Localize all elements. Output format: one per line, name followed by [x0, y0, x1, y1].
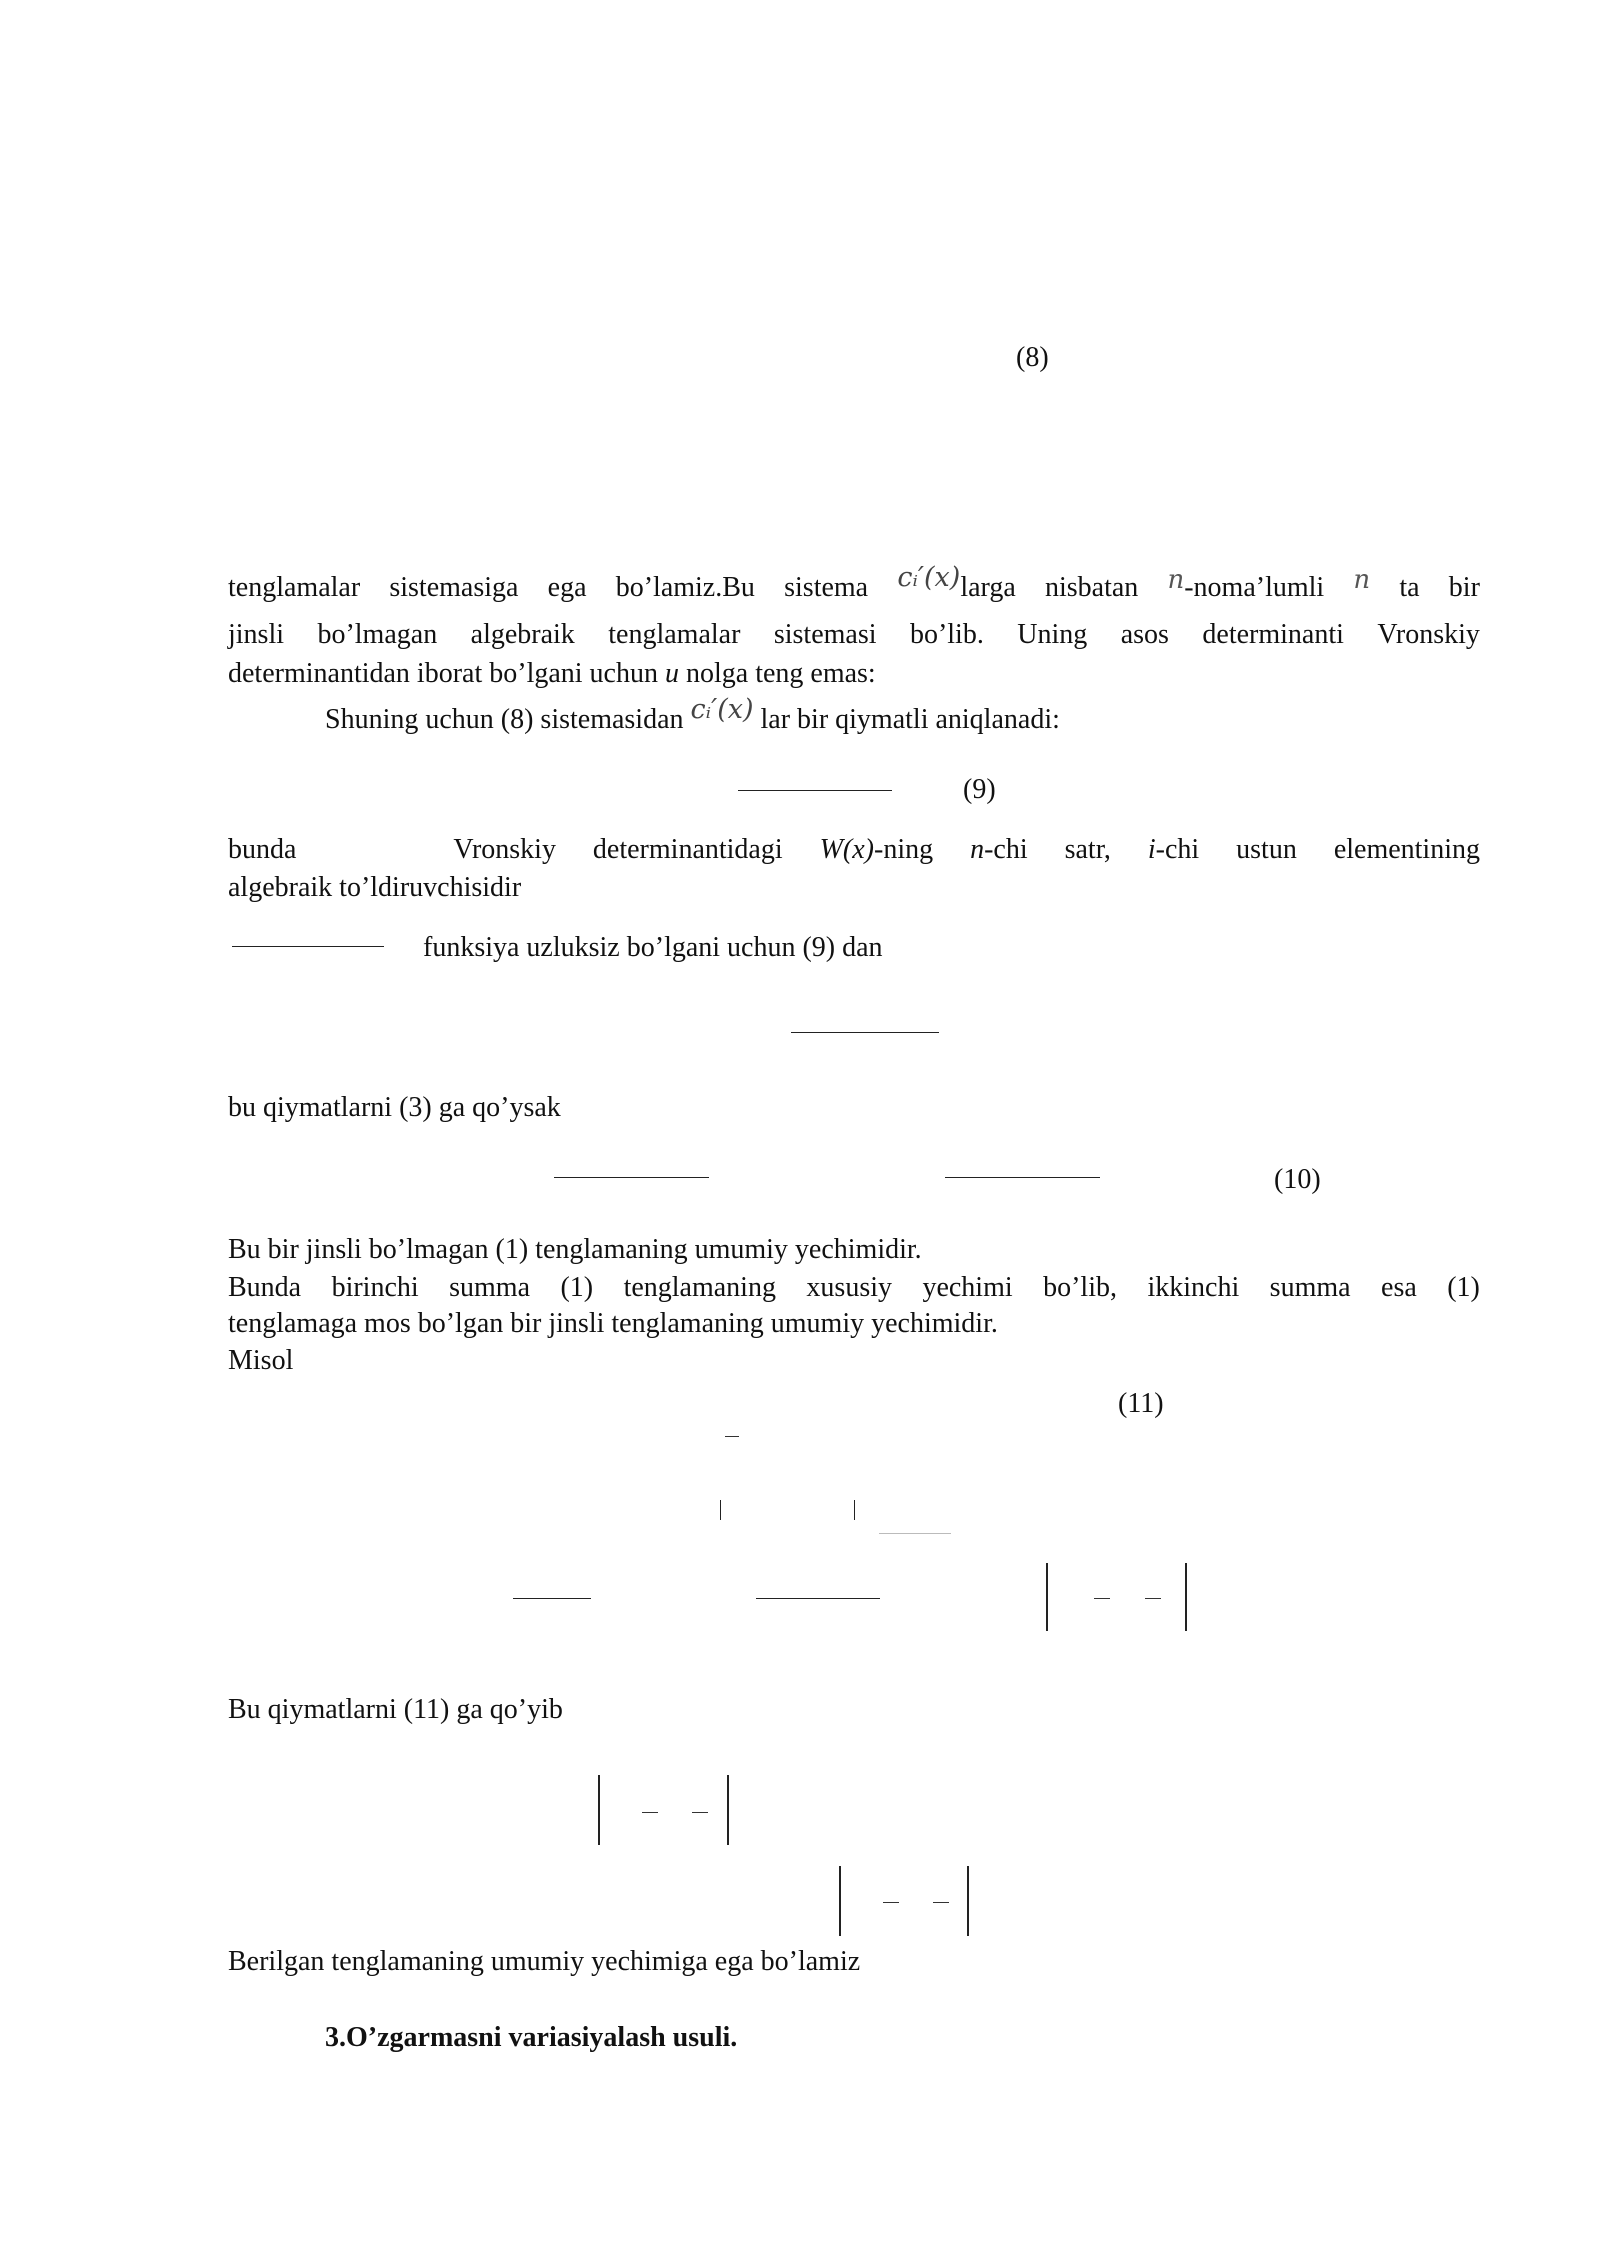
word: Vronskiy: [453, 834, 556, 865]
formula-fragment-dash: [883, 1902, 899, 1903]
word: bunda: [228, 834, 297, 865]
absolute-value-bar: [1185, 1563, 1187, 1631]
word-with-formula: W(x)-ning: [819, 834, 934, 865]
word: algebraik: [470, 619, 575, 650]
formula-fragment-dash: [1145, 1598, 1161, 1599]
word: bo’lmagan: [317, 619, 438, 650]
paragraph-1-line-3: determinantidan iborat bo’lgani uchun u nolga teng emas:: [228, 658, 876, 689]
formula-i: i: [1147, 834, 1156, 865]
fraction-bar-eq10: [945, 1177, 1100, 1178]
word: bo’lib.: [909, 619, 984, 650]
paragraph-5: bu qiymatlarni (3) ga qo’ysak: [228, 1092, 561, 1123]
formula-fragment-dash: [1094, 1598, 1110, 1599]
word: determinantidagi: [592, 834, 783, 865]
paragraph-3-line-2: algebraik to’ldiruvchisidir: [228, 872, 522, 903]
word: sistemasi: [773, 619, 877, 650]
word: esa: [1381, 1272, 1417, 1303]
word: yechimi: [922, 1272, 1013, 1303]
paragraph-8: Bu qiymatlarni (11) ga qo’yib: [228, 1694, 563, 1725]
paragraph-6: Bu bir jinsli bo’lmagan (1) tenglamaning umumiy yechimidir.: [228, 1234, 922, 1265]
word: Vronskiy: [1377, 619, 1480, 650]
word-with-formula: cᵢ′(x)larga: [897, 562, 1016, 603]
word: summa: [1269, 1272, 1351, 1303]
formula-fragment-bar: [854, 1500, 855, 1520]
formula-n: n: [970, 834, 985, 865]
word-with-formula: i-chi: [1147, 834, 1200, 865]
word: birinchi: [331, 1272, 419, 1303]
word: (1): [1447, 1272, 1480, 1303]
paragraph-2: Shuning uchun (8) sistemasidan cᵢ′(x) lar bir qiymatli aniqlanadi:: [325, 694, 1060, 735]
equation-label-11: (11): [1118, 1388, 1164, 1419]
word: tenglamaning: [623, 1272, 776, 1303]
absolute-value-bar: [1046, 1563, 1048, 1631]
equation-label-9: (9): [963, 774, 996, 805]
word: Uning: [1017, 619, 1088, 650]
variable-u: u: [664, 658, 679, 689]
word: bir: [1448, 572, 1480, 603]
formula-fragment-line: [879, 1533, 951, 1534]
word: elementining: [1333, 834, 1480, 865]
fraction-bar: [791, 1032, 939, 1033]
word: asos: [1120, 619, 1169, 650]
formula-fragment-dash: [692, 1812, 708, 1813]
paragraph-7-line-1: [228, 1270, 1480, 1306]
word: sistemasiga: [389, 572, 519, 603]
formula-fragment-dash: [725, 1436, 739, 1437]
formula-ci-prime: cᵢ′(x): [897, 562, 961, 593]
paragraph-4: funksiya uzluksiz bo’lgani uchun (9) dan: [423, 932, 883, 963]
word: satr,: [1064, 834, 1111, 865]
word: (1): [560, 1272, 594, 1303]
formula-fragment-dash: [642, 1812, 658, 1813]
word: bo’lamiz.Bu: [615, 572, 755, 603]
absolute-value-bar: [967, 1866, 969, 1936]
paragraph-1-line-1: [228, 562, 1480, 606]
formula-ci-prime: cᵢ′(x): [690, 694, 754, 725]
formula-fragment-dash: [933, 1902, 949, 1903]
example-heading: Misol: [228, 1345, 294, 1376]
section-heading: 3.O’zgarmasni variasiyalash usuli.: [325, 2022, 738, 2053]
fraction-bar-eq9: [738, 790, 892, 791]
fraction-bar: [513, 1598, 591, 1599]
word: ega: [547, 572, 587, 603]
word: bo’lib,: [1043, 1272, 1117, 1303]
word: xususiy: [806, 1272, 892, 1303]
absolute-value-bar: [727, 1775, 729, 1845]
word: tenglamalar: [228, 572, 361, 603]
fraction-bar: [756, 1598, 880, 1599]
fraction-bar-eq10: [554, 1177, 709, 1178]
word: determinanti: [1202, 619, 1344, 650]
formula-n: n: [1167, 565, 1185, 595]
word-with-formula: n-chi: [970, 834, 1028, 865]
word: ustun: [1236, 834, 1297, 865]
formula-fragment-bar: [720, 1500, 721, 1520]
word: nisbatan: [1044, 572, 1139, 603]
word-with-formula: n-noma’lumli: [1167, 565, 1325, 603]
equation-label-10: (10): [1274, 1164, 1321, 1195]
paragraph-1-line-2: [228, 617, 1480, 653]
formula-w-of-x: W(x): [819, 834, 875, 865]
paragraph-9: Berilgan tenglamaning umumiy yechimiga ega bo’lamiz: [228, 1946, 861, 1977]
word: jinsli: [228, 619, 285, 650]
paragraph-3-line-1: [228, 832, 1480, 868]
equation-label-8: (8): [1016, 342, 1049, 373]
absolute-value-bar: [839, 1866, 841, 1936]
word: ikkinchi: [1147, 1272, 1240, 1303]
word: sistema: [784, 572, 869, 603]
fraction-bar: [232, 946, 384, 947]
word: Bunda: [228, 1272, 302, 1303]
word: ta: [1399, 572, 1420, 603]
paragraph-7-line-2: tenglamaga mos bo’lgan bir jinsli tenglamaning umumiy yechimidir.: [228, 1308, 998, 1339]
absolute-value-bar: [598, 1775, 600, 1845]
word: summa: [449, 1272, 530, 1303]
formula-n: n: [1353, 565, 1371, 595]
word: tenglamalar: [608, 619, 741, 650]
